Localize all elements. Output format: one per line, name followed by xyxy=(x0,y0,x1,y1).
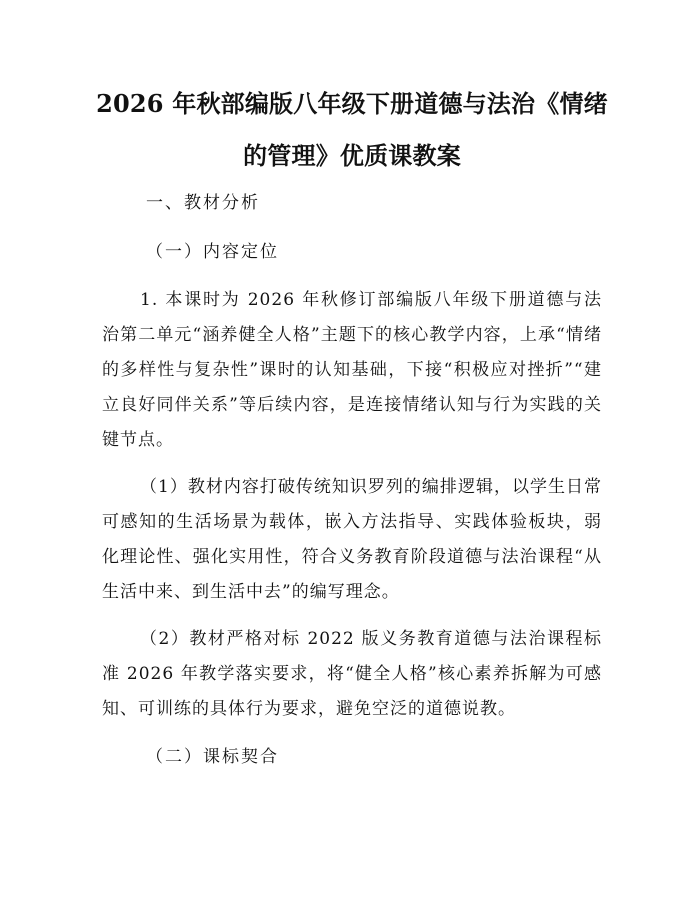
section-heading-textbook-analysis: 一、教材分析 xyxy=(146,193,260,213)
paragraph-lesson-positioning: 1. 本课时为 2026 年秋修订部编版八年级下册道德与法治第二单元“涵养健全人格”主题下的核心教学内容，上承“情绪的多样性与复杂性”课时的认知基础，下接“积极应对挫折”“建立良好同伴关系”等后续内容，是连接情绪认知与行为实践的关键节点。 xyxy=(102,290,602,450)
subsection-heading-content-positioning: （一）内容定位 xyxy=(146,242,279,262)
paragraph-curriculum-standard: （2）教材严格对标 2022 版义务教育道德与法治课程标准 2026 年教学落实要求，将“健全人格”核心素养拆解为可感知、可训练的具体行为要求，避免空泛的道德说教。 xyxy=(102,629,602,719)
subsection-heading-curriculum-alignment: （二）课标契合 xyxy=(146,747,279,767)
document-title: 2026 年秋部编版八年级下册道德与法治《情绪的管理》优质课教案 xyxy=(96,89,608,170)
paragraph-textbook-structure: （1）教材内容打破传统知识罗列的编排逻辑，以学生日常可感知的生活场景为载体，嵌入方法指导、实践体验板块，弱化理论性、强化实用性，符合义务教育阶段道德与法治课程“从生活中来、到生活中去”的编写理念。 xyxy=(102,477,602,602)
